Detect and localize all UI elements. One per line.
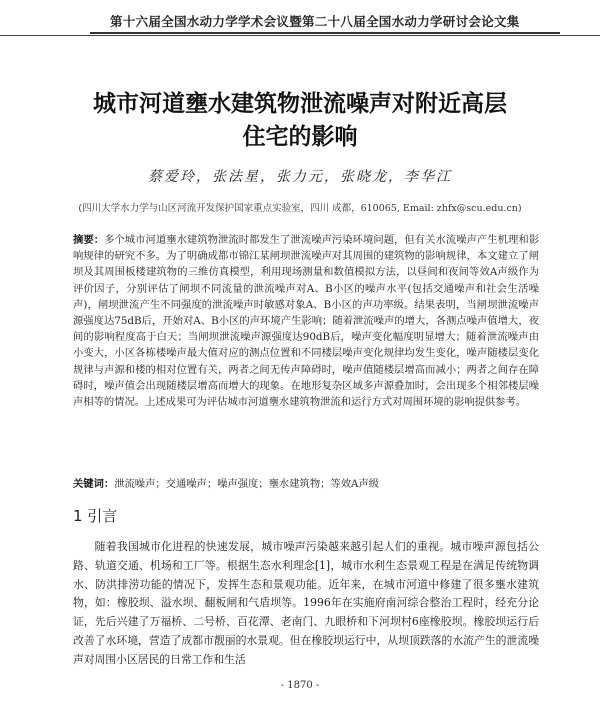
abstract	[73, 232, 539, 410]
paper-title-line-2: 住宅的影响	[242, 124, 358, 150]
paper-title-line-1: 城市河道壅水建筑物泄流噪声对附近高层	[93, 91, 507, 117]
header-rule-thin	[0, 35, 600, 36]
running-header-text: 第十六届全国水动力学学术会议暨第二十八届全国水动力学研讨会论文集	[110, 14, 520, 29]
keywords	[73, 476, 539, 492]
header-rule-thick	[90, 32, 560, 34]
running-header	[0, 0, 600, 40]
page-number: - 1870 -	[280, 680, 320, 691]
paper-title	[40, 88, 560, 154]
introduction-body: 随着我国城市化进程的快速发展，城市噪声污染越来越引起人们的重视。城市噪声源包括公路、轨道交通、机场和工厂等。根据生态水利理念[1]，城市水利生态景观工程是在满足传统物调水、防洪排涝功能的情况下，发挥生态和景观功能。近年来，在城市河道中修建了很多壅水建筑物，如：橡胶坝、溢水坝、翻板闸和气盾坝等。1996年在实施府南河综合整治工程时，经充分论证，先后兴建了万福桥、二号桥、百花潭、老南门、九眼桥和下河坝村6座橡胶坝。橡胶坝运行后改善了水环境，营造了成都市靓丽的水景观。但在橡胶坝运行中，从坝顶跌落的水流产生的泄流噪声对周围小区居民的日常工作和生活	[73, 540, 539, 666]
section-heading-introduction: 1 引言	[73, 507, 118, 525]
affiliation: (四川大学水力学与山区河流开发保护国家重点实验室，四川 成都，610065, Email: zhfx@scu.edu.cn)	[78, 203, 522, 214]
abstract-label: 摘要：	[73, 234, 105, 246]
abstract-text: 多个城市河道壅水建筑物泄流时都发生了泄流噪声污染环境问题，但有关水流噪声产生机理和影响规律的研究不多。为了明确成都市锦江某闸坝泄流噪声对其周围的建筑物的影响规律，本文建立了闸坝及其周围板楼建筑物的三维仿真模型，利用现场测量和数值模拟方法，以昼间和夜间等效A声级作为评价因子，分别评估了闸坝不同流量的泄流噪声对A、B小区的噪声水平(包括交通噪声和社会生活噪声)，闸坝泄流产生不同强度的泄流噪声时敏感对象A、B小区的声功率级。结果表明，当闸坝泄流噪声源强度达75dB后，开始对A、B小区的声环境产生影响；随着泄流噪声的增大，各测点噪声值增大，夜间的影响程度高于白天；当闸坝泄流噪声源强度达90dB后，噪声变化幅度明显增大；随着泄流噪声由小变大，小区各栋楼噪声最大值对应的测点位置和不同楼层噪声变化规律均发生变化，噪声随楼层变化规律与声源和楼的相对位置有关，两者之间无传声障碍时，噪声值随楼层增高而减小；两者之间存在障碍时，噪声值会出现随楼层增高而增大的现象。在地形复杂区域多声源叠加时，会出现多个相邻楼层噪声相等的情况。上述成果可为评估城市河道壅水建筑物泄流和运行方式对周围环境的影响提供参考。	[73, 234, 540, 409]
keywords-label: 关键词：	[73, 478, 115, 490]
keywords-text: 泄流噪声；交通噪声；噪声强度；壅水建筑物；等效A声级	[114, 478, 380, 490]
authors: 蔡爱玲，张法星，张力元，张晓龙，李华江	[148, 169, 452, 185]
